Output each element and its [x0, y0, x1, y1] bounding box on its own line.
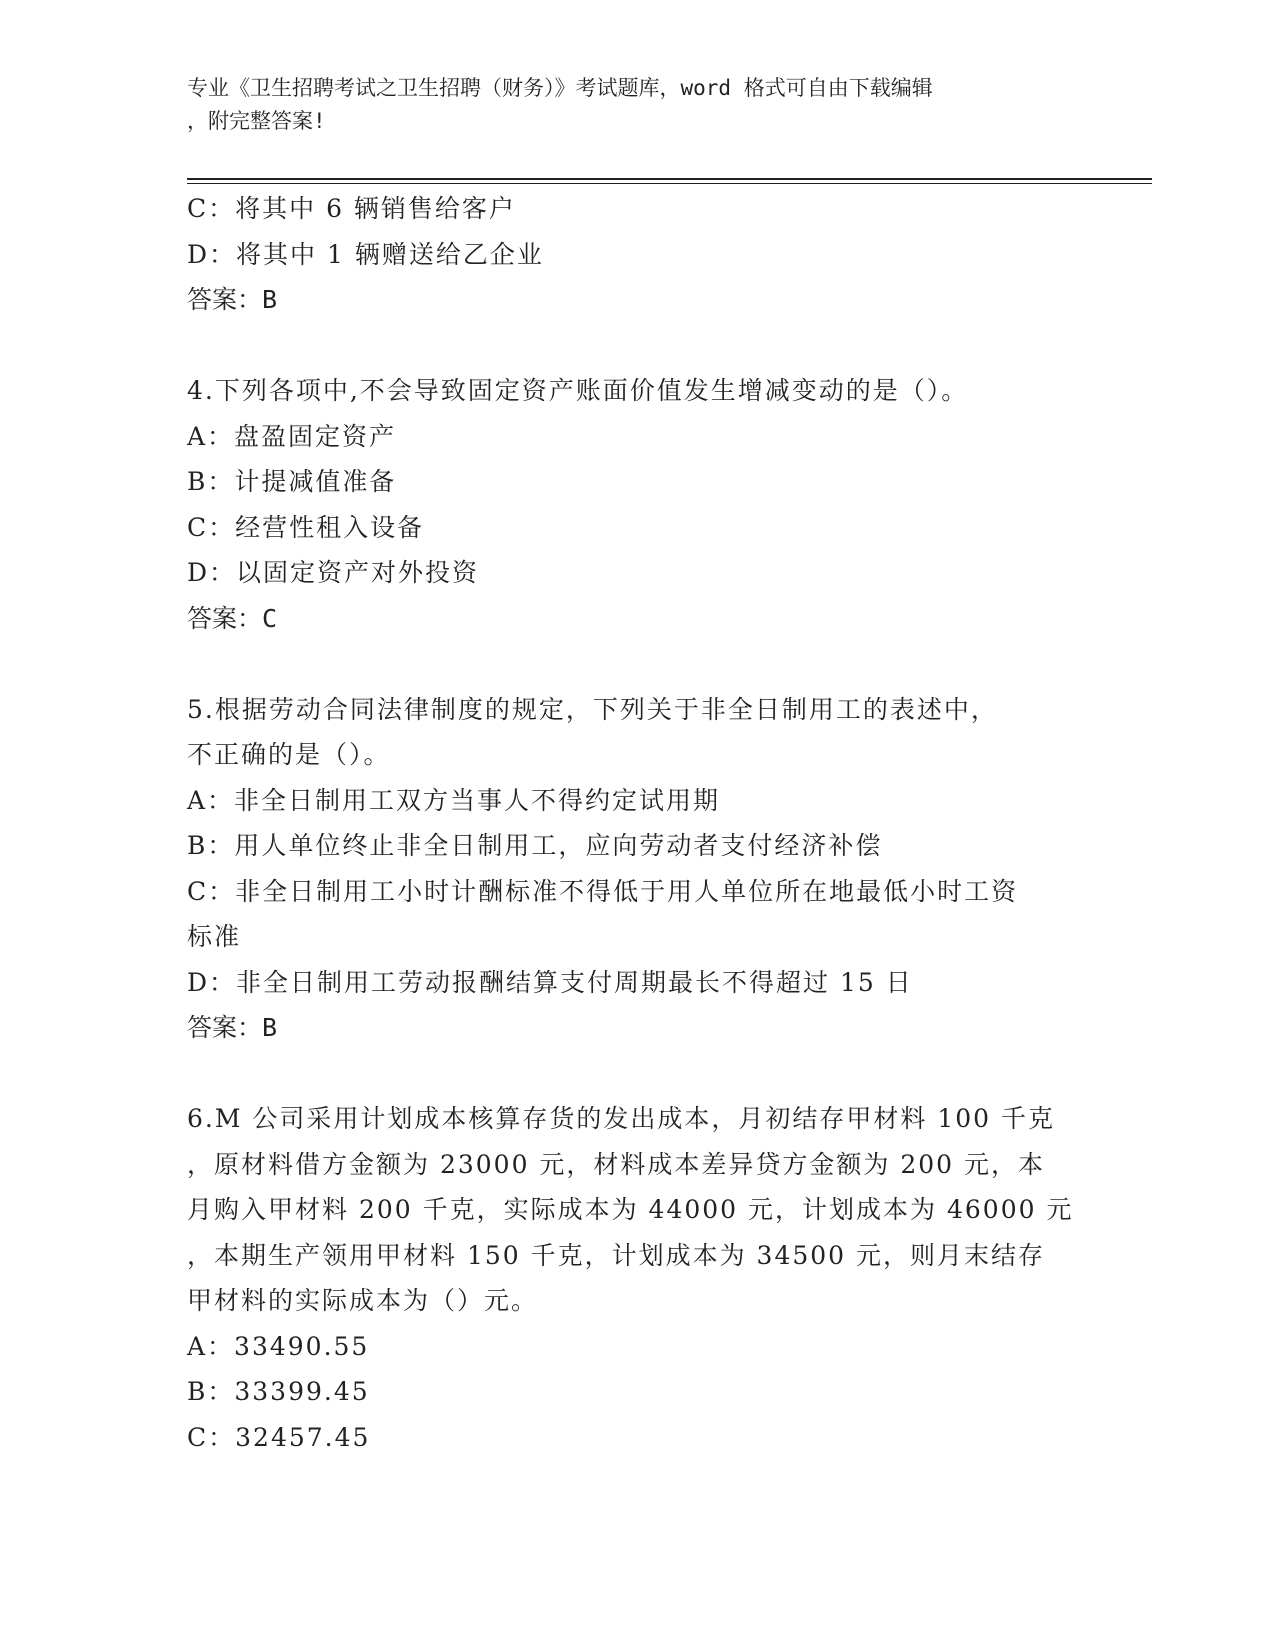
- question-stem: 月购入甲材料 200 千克，实际成本为 44000 元，计划成本为 46000 元: [187, 1195, 1074, 1224]
- question-stem: 6.M 公司采用计划成本核算存货的发出成本，月初结存甲材料 100 千克: [187, 1104, 1056, 1133]
- question-stem: 甲材料的实际成本为（）元。: [187, 1286, 539, 1315]
- option-c-continued: 标准: [187, 922, 242, 951]
- question-5: [187, 687, 1087, 1051]
- option-c: C：经营性租入设备: [187, 512, 425, 542]
- answer-line: 答案：B: [187, 285, 278, 314]
- question-stem: 4.下列各项中,不会导致固定资产账面价值发生增减变动的是（）。: [187, 376, 969, 405]
- option-a: A：盘盈固定资产: [187, 421, 397, 451]
- question-6: [187, 1096, 1087, 1460]
- option-c: C：非全日制用工小时计酬标准不得低于用人单位所在地最低小时工资: [187, 876, 1019, 906]
- header-line: 专业《卫生招聘考试之卫生招聘（财务）》考试题库，word 格式可自由下载编辑: [187, 76, 933, 100]
- question-4: [187, 368, 1087, 641]
- option-c: C：将其中 6 辆销售给客户: [187, 194, 516, 223]
- answer-line: 答案：C: [187, 603, 278, 633]
- question-stem: 不正确的是（）。: [187, 740, 391, 769]
- option-d: D：将其中 1 辆赠送给乙企业: [187, 239, 544, 269]
- header-divider: [187, 178, 1152, 180]
- option-b: B：用人单位终止非全日制用工，应向劳动者支付经济补偿: [187, 831, 883, 860]
- header-divider-thin: [187, 183, 1152, 184]
- document-body: [187, 186, 1087, 1460]
- option-a: A：33490.55: [187, 1331, 370, 1361]
- option-b: B：33399.45: [187, 1377, 370, 1406]
- option-b: B：计提减值准备: [187, 467, 397, 496]
- spacer: [187, 1051, 1087, 1097]
- spacer: [187, 641, 1087, 687]
- question-3-tail: [187, 186, 1087, 323]
- option-d: D：非全日制用工劳动报酬结算支付周期最长不得超过 15 日: [187, 967, 913, 997]
- question-stem: ，本期生产领用甲材料 150 千克，计划成本为 34500 元，则月末结存: [187, 1240, 1046, 1270]
- page-header: [187, 72, 1087, 138]
- question-stem: ，原材料借方金额为 23000 元，材料成本差异贷方金额为 200 元，本: [187, 1149, 1046, 1179]
- option-c: C：32457.45: [187, 1422, 371, 1452]
- option-d: D：以固定资产对外投资: [187, 558, 480, 587]
- header-line: ，附完整答案!: [187, 109, 326, 133]
- spacer: [187, 323, 1087, 369]
- option-a: A：非全日制用工双方当事人不得约定试用期: [187, 785, 721, 815]
- question-stem: 5.根据劳动合同法律制度的规定，下列关于非全日制用工的表述中，: [187, 694, 998, 724]
- answer-line: 答案：B: [187, 1013, 278, 1042]
